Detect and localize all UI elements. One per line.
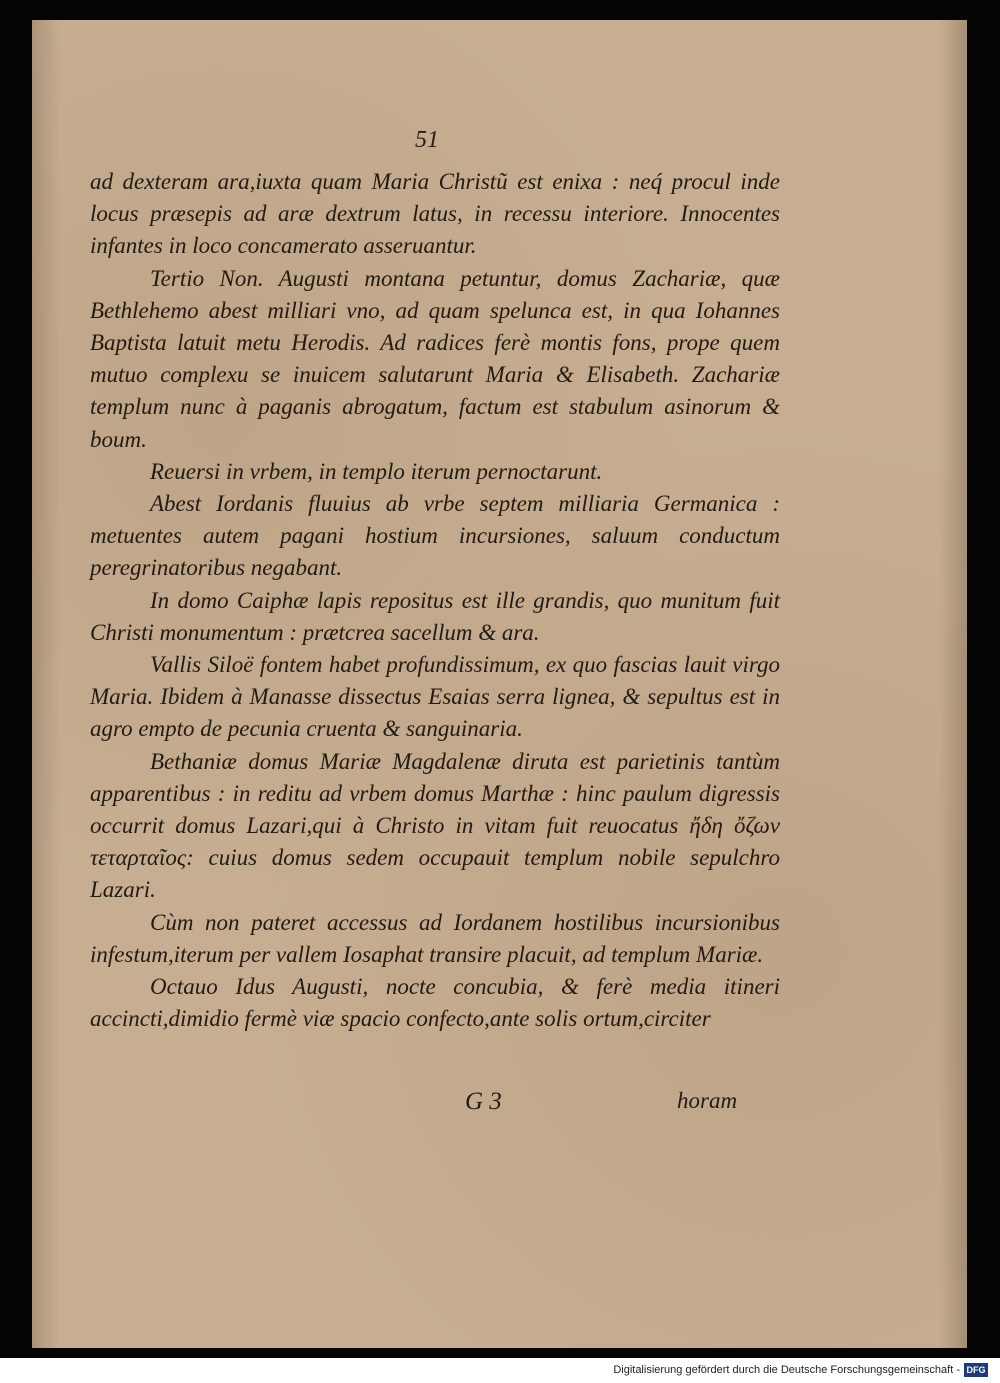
paragraph-2: Tertio Non. Augusti montana petuntur, domus Zachariæ, quæ Bethlehemo abest milliari vno, ad quam spelunca est, in qua Iohannes Baptista latuit metu Herodis. Ad radices ferè montis fons, prope quem mutuo complexu se inuicem salutarunt Maria & Elisabeth. Zachariæ templum nunc à paganis abrogatum, factum est stabulum asinorum & boum.	[90, 265, 780, 452]
footer-credit: Digitalisierung gefördert durch die Deutsche Forschungsgemeinschaft -	[613, 1364, 960, 1376]
paragraph-3: Reuersi in vrbem, in templo iterum pernoctarunt.	[150, 458, 603, 484]
paragraph-1: ad dexteram ara,iuxta quam Maria Christũ est enixa : neq́ procul inde locus præsepis ad aræ dextrum latus, in recessu interiore. Innocentes infantes in loco concamerato asseruantur.	[90, 169, 780, 259]
dfg-logo-icon: DFG	[964, 1363, 988, 1377]
body-text	[90, 166, 780, 1035]
page-number: 51	[415, 127, 439, 153]
paragraph-8: Cùm non pateret accessus ad Iordanem hostilibus incursionibus infestum,iterum per vallem Iosaphat transire placuit, ad templum Mariæ.	[90, 909, 780, 967]
paragraph-6: Vallis Siloë fontem habet profundissimum, ex quo fascias lauit virgo Maria. Ibidem à Manasse dissectus Esaias serra lignea, & sepultus est in agro empto de pecunia cruenta & sanguinaria.	[90, 652, 780, 742]
paragraph-5: In domo Caiphæ lapis repositus est ille grandis, quo munitum fuit Christi monumentum : prætcrea sacellum & ara.	[90, 587, 780, 645]
paragraph-4: Abest Iordanis fluuius ab vrbe septem milliaria Germanica : metuentes autem pagani hostium incursiones, saluum conductum peregrinatoribus negabant.	[90, 491, 780, 581]
paragraph-9: Octauo Idus Augusti, nocte concubia, & ferè media itineri accincti,dimidio fermè viæ spacio confecto,ante solis ortum,circiter	[90, 974, 780, 1032]
catchword: horam	[677, 1088, 738, 1113]
paragraph-7: Bethaniæ domus Mariæ Magdalenæ diruta est parietinis tantùm apparentibus : in reditu ad vrbem domus Marthæ : hinc paulum digressis occurrit domus Lazari,qui à Christo in vitam fuit reuocatus ἤδη ὄζων τεταρταῖος: cuius domus sedem occupauit templum nobile sepulchro Lazari.	[90, 748, 780, 903]
signature-mark: G 3	[465, 1088, 502, 1115]
